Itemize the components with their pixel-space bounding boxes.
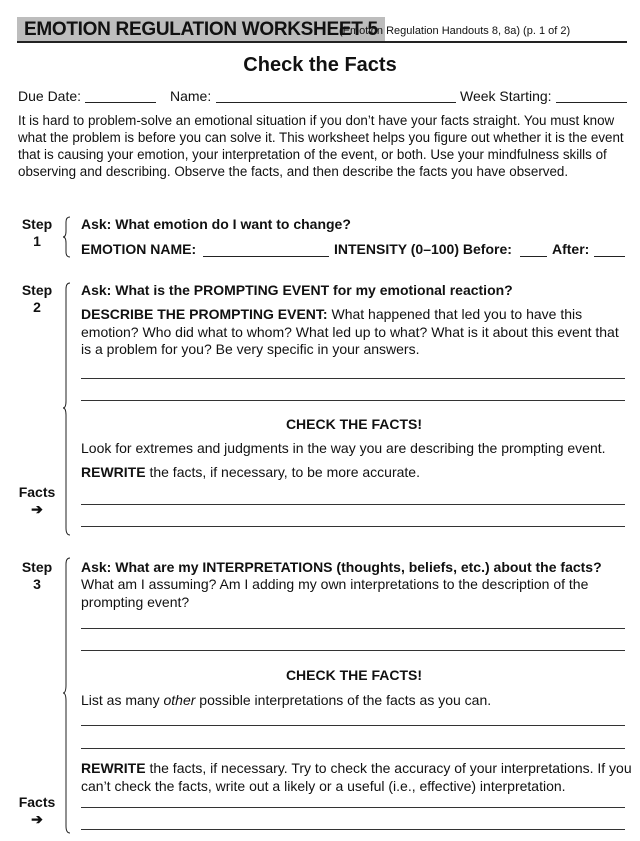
name-label: Name: [170,88,212,104]
step1-brace [62,216,74,258]
step2-facts-word: Facts [18,484,56,500]
step3-rewrite-label: REWRITE [81,760,146,776]
step2-word: Step [21,282,53,298]
step2-look-text: Look for extremes and judgments in the way you are describing the prompting event. [81,440,606,456]
step2-label [17,282,57,316]
step3-brace [62,557,74,834]
step2-describe-label: DESCRIBE THE PROMPTING EVENT: [81,306,328,322]
step3-sub-text: What am I assuming? Am I adding my own interpretations to the description of the prompting event? [81,576,589,610]
step2-write-line-1[interactable] [81,378,625,379]
step1-intensity-label: INTENSITY (0–100) Before: [334,241,512,257]
worksheet-title: EMOTION REGULATION WORKSHEET 5 [17,17,385,41]
step3-rewrite-line-1[interactable] [81,807,625,808]
step3-list-pre: List as many [81,692,164,708]
step3-list-emphasis: other [163,692,196,708]
right-arrow-icon: ➔ [31,501,43,517]
step2-rewrite-line-2[interactable] [81,526,625,527]
step2-number: 2 [33,299,41,315]
step3-rewrite [81,760,633,795]
step3-rewrite-line-2[interactable] [81,829,625,830]
step2-brace [62,282,74,536]
step1-question: Ask: What emotion do I want to change? [81,216,351,232]
worksheet-header [17,17,627,43]
step1-emotion-name-label: EMOTION NAME: [81,241,197,257]
step3-write-line-2[interactable] [81,650,625,651]
step3-facts-word: Facts [18,794,56,810]
step3-write-line-1[interactable] [81,628,625,629]
intro-paragraph: It is hard to problem-solve an emotional situation if you don’t have your facts straight. You must know what the problem is before you can solve it. This worksheet helps you figure out whether it is the event that is causing your emotion, your interpretation of the event, or both. Use your mindfulness skills of observing and describing. Observe the facts, and then describe the facts you have observed. [18,113,624,179]
step2-rewrite-text: the facts, if necessary, to be more accurate. [145,464,420,480]
right-arrow-icon: ➔ [31,811,43,827]
step3-word: Step [21,559,53,575]
step3-list-line-2[interactable] [81,748,625,749]
step2-check-facts-heading: CHECK THE FACTS! [285,416,423,432]
step3-check-facts-heading: CHECK THE FACTS! [285,667,423,683]
step3-facts-label [17,794,57,828]
step1-number: 1 [33,233,41,249]
step3-list-line-1[interactable] [81,725,625,726]
week-starting-label: Week Starting: [460,88,552,104]
step1-word: Step [21,216,53,232]
step3-rewrite-text: the facts, if necessary. Try to check the accuracy of your interpretations. If you can’t check the facts, write out a likely or a useful (i.e., effective) interpretation. [81,760,632,794]
step3-label [17,559,57,593]
week-starting-field[interactable] [556,88,627,103]
step2-write-line-2[interactable] [81,400,625,401]
due-date-field[interactable] [85,88,156,103]
name-field[interactable] [216,88,456,103]
step3-number: 3 [33,576,41,592]
step2-question: Ask: What is the PROMPTING EVENT for my emotional reaction? [81,282,513,298]
emotion-name-field[interactable] [203,242,329,257]
step2-rewrite-line-1[interactable] [81,504,625,505]
intensity-after-field[interactable] [594,242,625,257]
step2-facts-label [17,484,57,518]
step3-list-text [81,692,491,710]
step2-describe [81,306,629,359]
step1-after-label: After: [552,241,590,257]
step2-rewrite [81,464,420,482]
worksheet-subtitle: (Emotion Regulation Handouts 8, 8a) (p. 1 of 2) [339,25,571,37]
intensity-before-field[interactable] [520,242,547,257]
step3-question: Ask: What are my INTERPRETATIONS (thoughts, beliefs, etc.) about the facts? [81,559,602,575]
step2-describe-text: What happened that led you to have this emotion? Who did what to whom? What led up to what? What is it about this event that is a problem for you? Be very specific in your answers. [81,306,619,357]
page-title: Check the Facts [243,54,397,76]
step3-list-post: possible interpretations of the facts as you can. [195,692,492,708]
step1-label [17,216,57,250]
step2-rewrite-label: REWRITE [81,464,146,480]
due-date-label: Due Date: [18,88,82,104]
